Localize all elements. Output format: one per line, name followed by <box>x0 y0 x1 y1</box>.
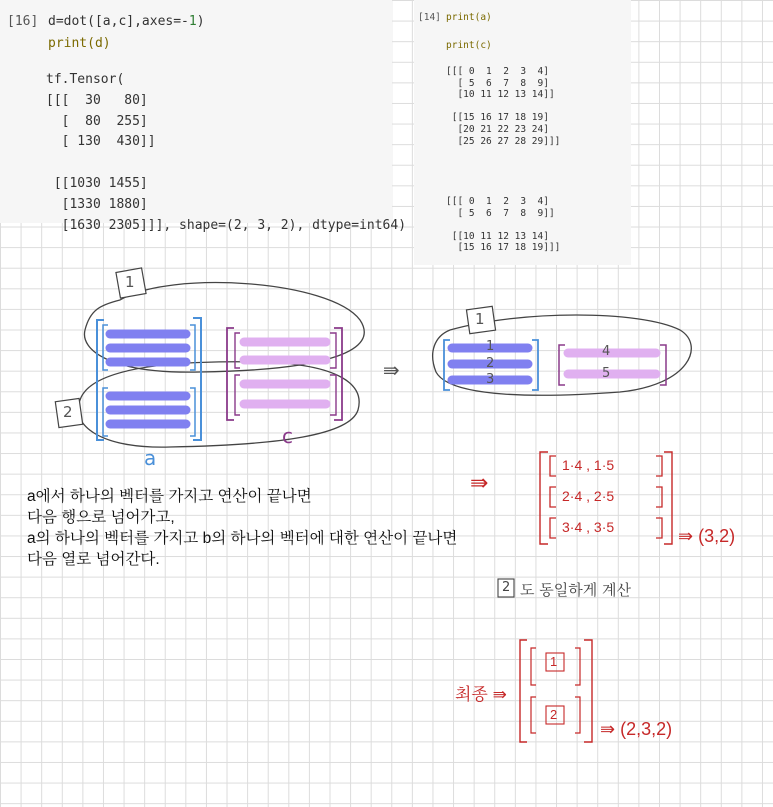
matrix-row: 2·4 , 2·5 <box>562 488 615 504</box>
bracket-c1-right <box>330 333 336 368</box>
result-label-1: 1 <box>475 310 485 328</box>
bracket-r-right <box>532 340 538 390</box>
c-bars <box>244 342 326 404</box>
bracket-c-left <box>227 328 234 420</box>
bracket-c1-left <box>235 333 240 368</box>
row-3: 3 <box>486 372 495 387</box>
explanation-text: a에서 하나의 벡터를 가지고 연산이 끝나면 다음 행으로 넘어가고, a의 하나의 벡터를 가지고 b의 하나의 벡터에 대한 연산이 끝나면 다음 열로 넘어간다. <box>27 488 458 568</box>
label-a: a <box>144 446 157 470</box>
label-2: 2 <box>63 403 73 421</box>
output-a: [[[ 0 1 2 3 4] [ 5 6 7 8 9] [10 11 12 13 14]] [[15 16 17 18 19] [20 21 22 23 24] [25 26 27 28 29]]] <box>446 66 561 147</box>
matrix-arrow: ⇛ <box>470 470 489 495</box>
a-bars <box>110 334 186 424</box>
label-1: 1 <box>125 273 135 291</box>
row-1: 1 <box>486 339 495 354</box>
col-4: 4 <box>602 344 611 359</box>
code-line-2: print(d) <box>48 36 111 51</box>
final-label: 최종 ⇛ <box>455 685 507 704</box>
col-5: 5 <box>602 366 611 381</box>
bracket-rc-right <box>660 345 666 385</box>
cell-output: tf.Tensor( [[[ 30 80] [ 80 255] [ 130 430]] [[1030 1455] [1330 1880] [1630 2305]]], shape=(2, 3, 2), dtype=int64) <box>46 72 407 233</box>
code-line-2: print(c) <box>446 40 492 51</box>
arrow-to-result: ⇛ <box>383 358 400 382</box>
final-outer-right <box>584 640 592 742</box>
code-line-1: print(a) <box>446 12 492 23</box>
code-args: [a,c],axes=- <box>94 14 189 29</box>
row-2: 2 <box>486 356 495 371</box>
also-box-label: 2 <box>502 580 511 595</box>
code-fn: d=dot( <box>48 14 95 29</box>
matrix-row: 1·4 , 1·5 <box>562 457 615 473</box>
bracket-c2-left <box>235 375 240 415</box>
matrix-row: 3·4 , 3·5 <box>562 519 615 535</box>
r-c-bars <box>568 353 656 374</box>
final-box-1-label: 1 <box>550 654 558 669</box>
cell-prompt: [16] <box>7 14 39 29</box>
also-text: 도 동일하게 계산 <box>520 581 631 599</box>
label-c: c <box>282 424 293 448</box>
output-c: [[[ 0 1 2 3 4] [ 5 6 7 8 9]] [[10 11 12 13 14] [15 16 17 18 19]]] <box>446 196 561 254</box>
bracket-c2-right <box>330 375 336 415</box>
matrix-shape: ⇛ (3,2) <box>678 526 736 546</box>
matrix-outer-right <box>664 452 672 544</box>
cell-prompt: [14] <box>418 12 441 23</box>
code-end: ) <box>196 14 205 29</box>
bracket-a2-right <box>190 388 195 436</box>
final-outer-left <box>520 640 527 742</box>
code-num: 1 <box>188 14 197 29</box>
bracket-a-right <box>193 318 201 440</box>
matrix-outer-left <box>540 452 548 544</box>
final-box-2-label: 2 <box>550 707 558 722</box>
final-shape: ⇛ (2,3,2) <box>600 719 673 739</box>
